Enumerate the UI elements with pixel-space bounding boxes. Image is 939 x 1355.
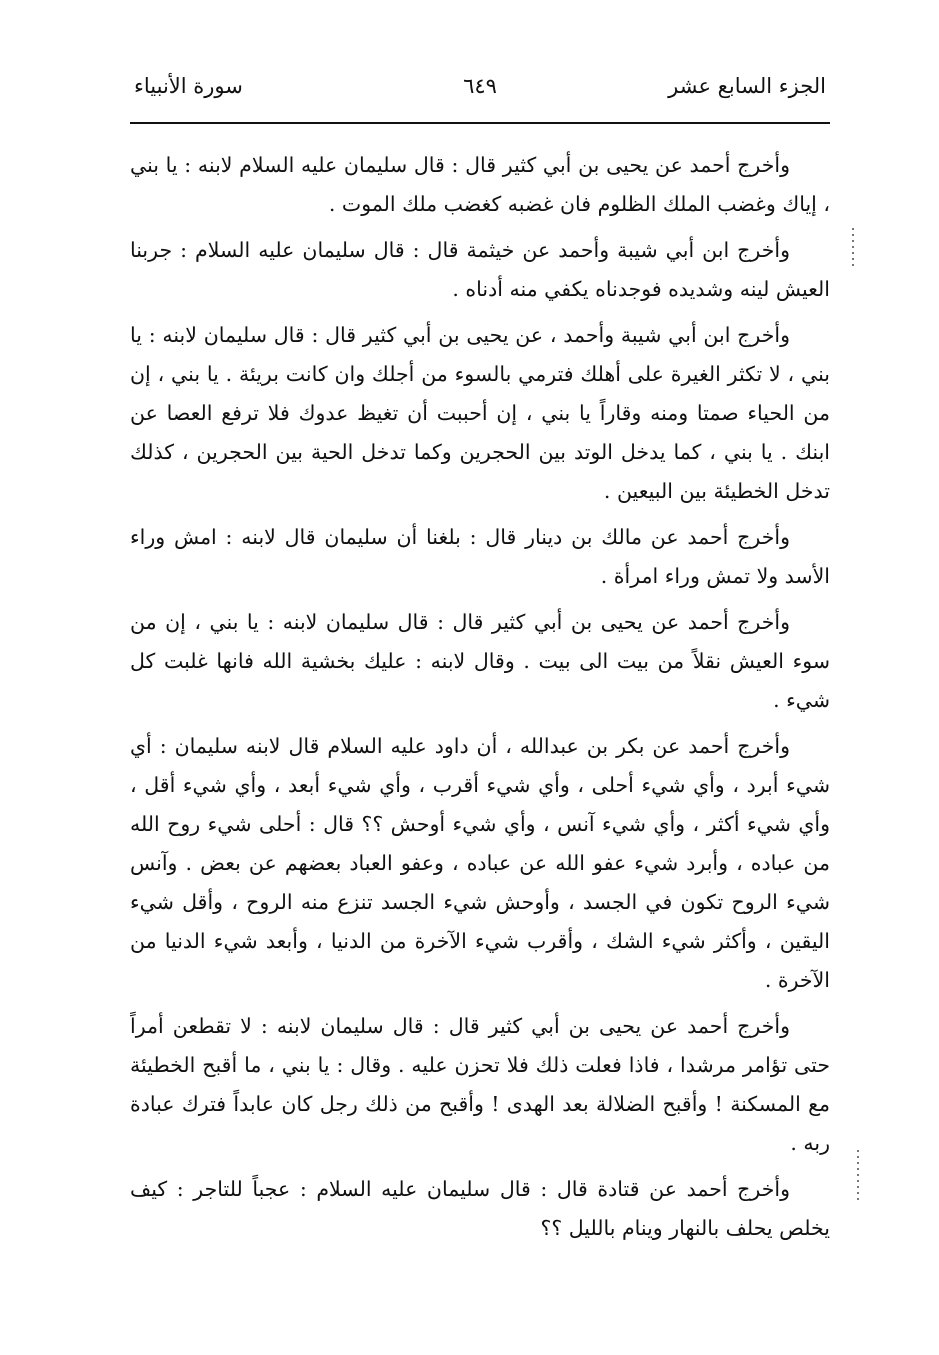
page-number: ٦٤٩ — [463, 74, 497, 98]
paragraph-8: وأخرج أحمد عن قتادة قال : قال سليمان عليه السلام : عجباً للتاجر : كيف يخلص يحلف بالنهار وينام بالليل ؟؟ — [130, 1177, 830, 1240]
header-divider — [130, 122, 830, 124]
page-header — [130, 68, 830, 112]
paragraph-5: وأخرج أحمد عن يحيى بن أبي كثير قال : قال سليمان لابنه : يا بني ، إن من سوء العيش نقلاً من بيت الى بيت . وقال لابنه : عليك بخشية الله فانها غلبت كل شيء . — [130, 610, 830, 712]
paragraph-2: وأخرج ابن أبي شيبة وأحمد عن خيثمة قال : قال سليمان عليه السلام : جربنا العيش لينه وشديده فوجدناه يكفي منه أدناه . — [130, 238, 830, 301]
part-title: الجزء السابع عشر — [668, 74, 826, 98]
surah-title: سورة الأنبياء — [134, 74, 243, 98]
scan-margin-mark-top — [852, 228, 854, 268]
paragraph-4: وأخرج أحمد عن مالك بن دينار قال : بلغنا أن سليمان قال لابنه : امش وراء الأسد ولا تمش وراء امرأة . — [130, 525, 830, 588]
paragraph-6: وأخرج أحمد عن بكر بن عبدالله ، أن داود عليه السلام قال لابنه سليمان : أي شيء أبرد ، وأي شيء أحلى ، وأي شيء أقرب ، وأي شيء أبعد ، وأي شيء أقل ، وأي شيء أكثر ، وأي شيء آنس ، وأي شيء أوحش ؟؟ قال : أحلى شيء روح الله من عباده ، وأبرد شيء عفو الله عن عباده ، وعفو العباد بعضهم عن بعض . وآنس شيء الروح تكون في الجسد ، وأوحش شيء الجسد تنزع منه الروح ، وأقل شيء اليقين ، وأكثر شيء الشك ، وأقرب شيء الآخرة من الدنيا ، وأبعد شيء الدنيا من الآخرة . — [130, 734, 830, 992]
book-page — [130, 68, 830, 1255]
paragraph-7: وأخرج أحمد عن يحيى بن أبي كثير قال : قال سليمان لابنه : لا تقطعن أمراً حتى تؤامر مرشدا ، فاذا فعلت ذلك فلا تحزن عليه . وقال : يا بني ، ما أقبح الخطيئة مع المسكنة ! وأقبح الضلالة بعد الهدى ! وأقبح من ذلك رجل كان عابداً فترك عبادة ربه . — [130, 1014, 830, 1155]
scan-margin-mark-bottom — [857, 1150, 859, 1200]
page-body — [130, 146, 830, 1248]
paragraph-3: وأخرج ابن أبي شيبة وأحمد ، عن يحيى بن أبي كثير قال : قال سليمان لابنه : يا بني ، لا تكثر الغيرة على أهلك فترمي بالسوء من أجلك وان كانت بريئة . يا بني ، إن من الحياء صمتا ومنه وقاراً يا بني ، إن أحببت أن تغيظ عدوك فلا ترفع العصا عن ابنك . يا بني ، كما يدخل الوتد بين الحجرين وكما تدخل الحية بين الحجرين ، كذلك تدخل الخطيئة بين البيعين . — [130, 323, 830, 503]
paragraph-1: وأخرج أحمد عن يحيى بن أبي كثير قال : قال سليمان عليه السلام لابنه : يا بني ، إياك وغضب الملك الظلوم فان غضبه كغضب ملك الموت . — [130, 153, 830, 216]
